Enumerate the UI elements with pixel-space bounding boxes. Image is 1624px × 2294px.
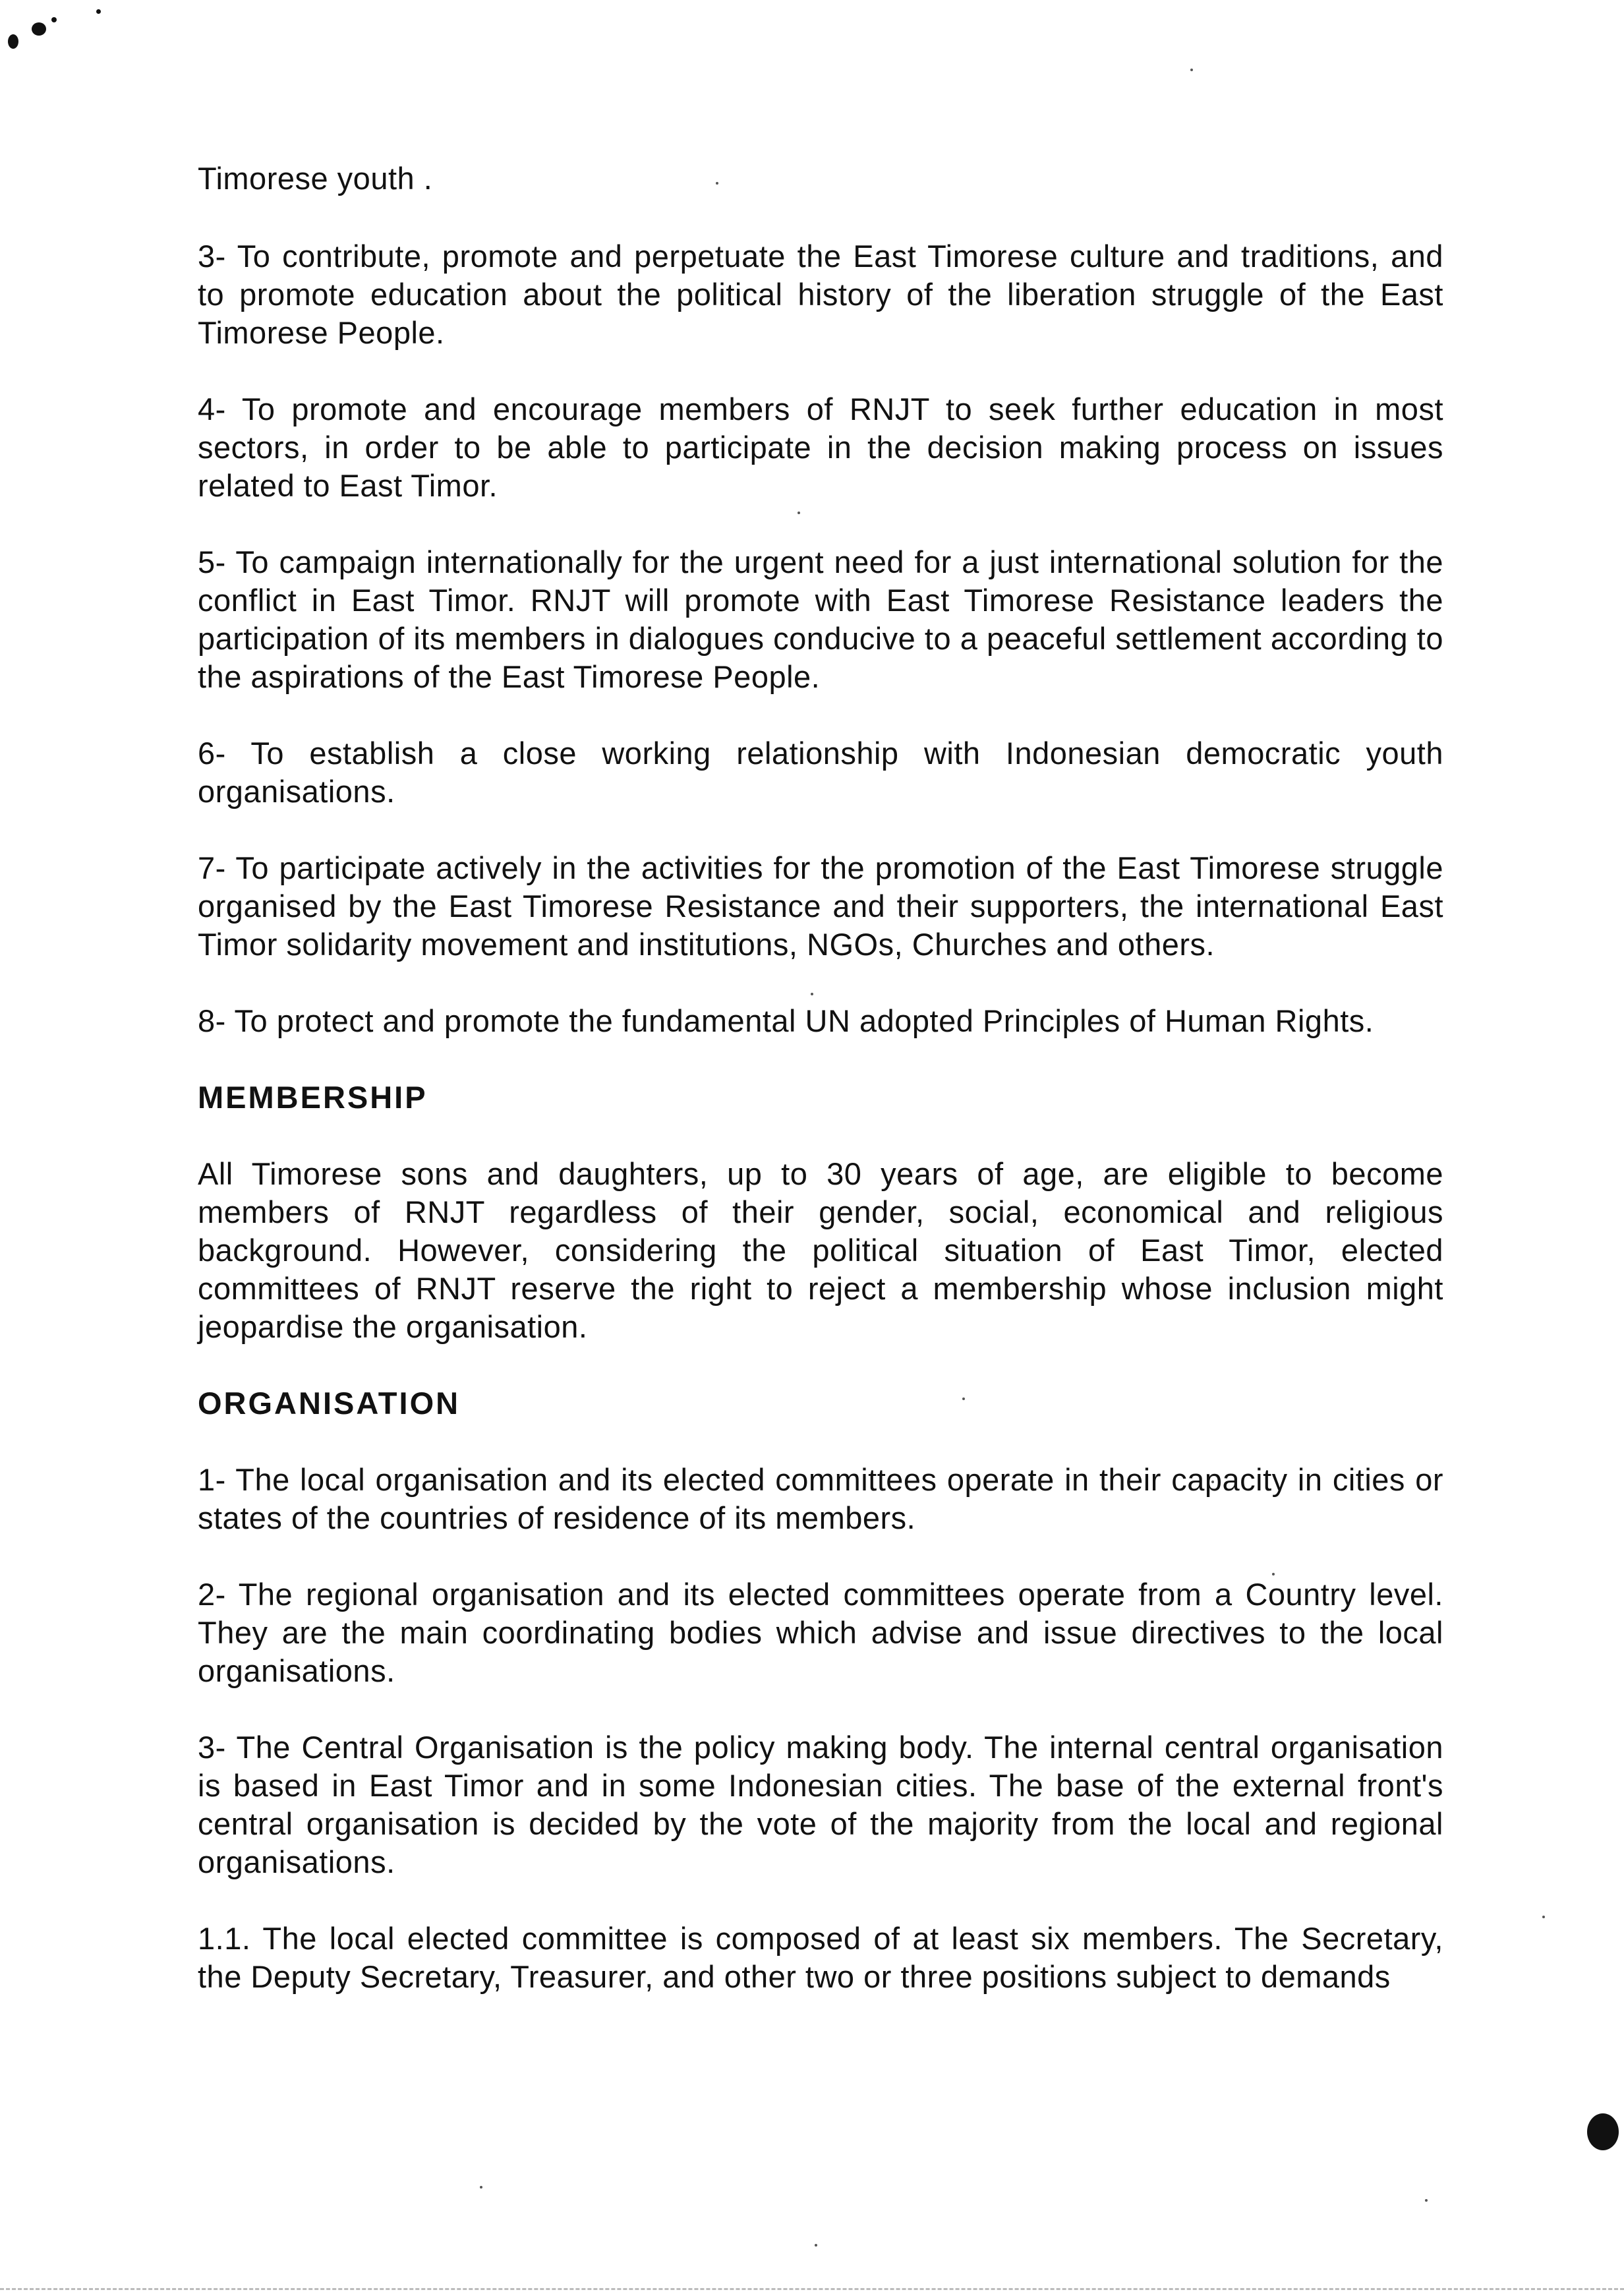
- objective-5: 5- To campaign internationally for the urgent need for a just international solution for the conflict in East Timor. RNJT will promote with East Timorese Resistance leaders the participation of its members in dialogues conducive to a peaceful settlement according to the aspirations of the East Timorese People.: [198, 544, 1443, 694]
- scan-dust: [1542, 1916, 1545, 1918]
- objective-7: 7- To participate actively in the activities for the promotion of the East Timorese struggle organised by the East Timorese Resistance and their supporters, the international East Timor solidarity movement and institutions, NGOs, Churches and others.: [198, 850, 1443, 962]
- organisation-item-3: 3- The Central Organisation is the policy making body. The internal central organisation is based in East Timor and in some Indonesian cities. The base of the external front's central organisation is decided by the vote of the majority from the local and regional organisations.: [198, 1730, 1443, 1879]
- objective-4: 4- To promote and encourage members of RNJT to seek further education in most sectors, in order to be able to participate in the decision making process on issues related to East Timor.: [198, 392, 1443, 503]
- organisation-item-2: 2- The regional organisation and its elected committees operate from a Country level. They are the main coordinating bodies which advise and issue directives to the local organisations.: [198, 1577, 1443, 1688]
- membership-text: All Timorese sons and daughters, up to 30 years of age, are eligible to become members of RNJT regardless of their gender, social, economical and religious background. However, considering the political situation of East Timor, elected committees of RNJT reserve the right to reject a membership whose inclusion might jeopardise the organisation.: [198, 1156, 1443, 1344]
- organisation-item-1-1: 1.1. The local elected committee is composed of at least six members. The Secretary, the Deputy Secretary, Treasurer, and other two or three positions subject to demands: [198, 1921, 1443, 1994]
- punch-hole-mark: [1587, 2113, 1619, 2150]
- scan-dust: [1425, 2199, 1428, 2202]
- scan-dust: [480, 2186, 482, 2189]
- paragraph-continuation: Timorese youth .: [198, 161, 433, 196]
- document-body: [198, 160, 1443, 2034]
- objective-3: 3- To contribute, promote and perpetuate the East Timorese culture and traditions, and to promote education about the political history of the liberation struggle of the East Timorese People.: [198, 239, 1443, 350]
- scan-speck: [96, 9, 101, 14]
- membership-heading: MEMBERSHIP: [198, 1080, 428, 1115]
- scan-dust: [815, 2244, 817, 2247]
- objective-6: 6- To establish a close working relationship with Indonesian democratic youth organisations.: [198, 736, 1443, 809]
- scan-edge-line: [0, 2288, 1624, 2290]
- scan-speck: [8, 34, 18, 49]
- scan-speck: [51, 17, 57, 22]
- objective-8: 8- To protect and promote the fundamental UN adopted Principles of Human Rights.: [198, 1003, 1374, 1038]
- organisation-item-1: 1- The local organisation and its elected committees operate in their capacity in cities or states of the countries of residence of its members.: [198, 1462, 1443, 1535]
- scan-speck: [32, 22, 46, 36]
- organisation-heading: ORGANISATION: [198, 1386, 461, 1421]
- scan-dust: [1190, 69, 1193, 71]
